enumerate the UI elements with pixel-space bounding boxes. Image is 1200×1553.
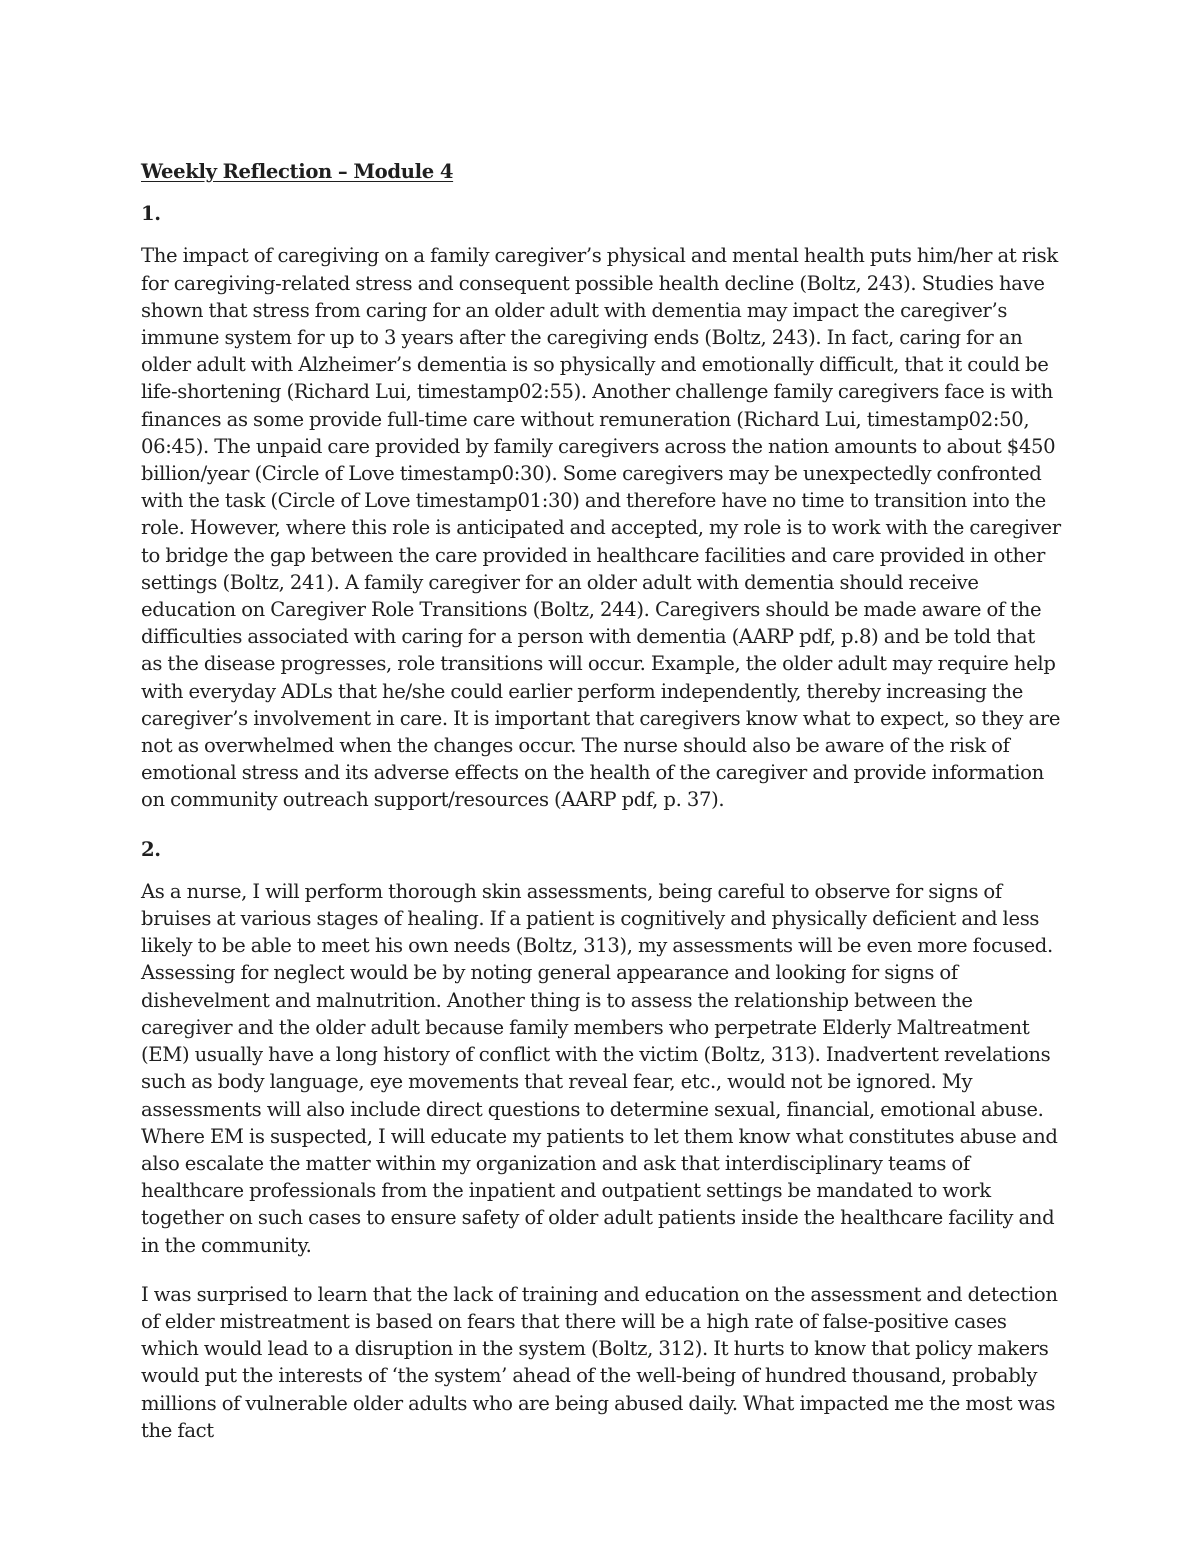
section-1-paragraph: The impact of caregiving on a family caregiver’s physical and mental health puts him/her at risk for caregiving-related stress and consequent possible health decline (Boltz, 243). Studies have shown that stress from caring for an older adult with dementia may impact the caregiver’s immune system for up to 3 years after the caregiving ends (Boltz, 243). In fact, caring for an older adult with Alzheimer’s dementia is so physically and emotionally difficult, that it could be life-shortening (Richard Lui, timestamp02:55). Another challenge family caregivers face is with finances as some provide full-time care without remuneration (Richard Lui, timestamp02:50, 06:45). The unpaid care provided by family caregivers across the nation amounts to about $450 billion/year (Circle of Love timestamp0:30). Some caregivers may be unexpectedly confronted with the task (Circle of Love timestamp01:30) and therefore have no time to transition into the role. However, where this role is anticipated and accepted, my role is to work with the caregiver to bridge the gap between the care provided in healthcare facilities and care provided in other settings (Boltz, 241). A family caregiver for an older adult with dementia should receive education on Caregiver Role Transitions (Boltz, 244). Caregivers should be made aware of the difficulties associated with caring for a person with dementia (AARP pdf, p.8) and be told that as the disease progresses, role transitions will occur. Example, the older adult may require help with everyday ADLs that he/she could earlier perform independently, thereby increasing the caregiver’s involvement in care. It is important that caregivers know what to expect, so they are not as overwhelmed when the changes occur. The nurse should also be aware of the risk of emotional stress and its adverse effects on the health of the caregiver and provide information on community outreach support/resources (AARP pdf, p. 37).	[141, 244, 1061, 812]
section-1-number: 1.	[141, 202, 161, 226]
document-title: Weekly Reflection – Module 4	[141, 160, 454, 183]
section-2-paragraph-1: As a nurse, I will perform thorough skin assessments, being careful to observe for signs of bruises at various stages of healing. If a patient is cognitively and physically deficient and less likely to be able to meet his own needs (Boltz, 313), my assessments will be even more focused. Assessing for neglect would be by noting general appearance and looking for signs of dishevelment and malnutrition. Another thing is to assess the relationship between the caregiver and the older adult because family members who perpetrate Elderly Maltreatment (EM) usually have a long history of conflict with the victim (Boltz, 313). Inadvertent revelations such as body language, eye movements that reveal fear, etc., would not be ignored. My assessments will also include direct questions to determine sexual, financial, emotional abuse. Where EM is suspected, I will educate my patients to let them know what constitutes abuse and also escalate the matter within my organization and ask that interdisciplinary teams of healthcare professionals from the inpatient and outpatient settings be mandated to work together on such cases to ensure safety of older adult patients inside the healthcare facility and in the community.	[141, 879, 1058, 1257]
section-2-paragraph-2: I was surprised to learn that the lack of training and education on the assessment and detection of elder mistreatment is based on fears that there will be a high rate of false-positive cases which would lead to a disruption in the system (Boltz, 312). It hurts to know that policy makers would put the interests of ‘the system’ ahead of the well-being of hundred thousand, probably millions of vulnerable older adults who are being abused daily. What impacted me the most was the fact	[141, 1282, 1058, 1442]
section-2-number: 2.	[141, 837, 161, 861]
document-body	[141, 158, 1061, 1466]
